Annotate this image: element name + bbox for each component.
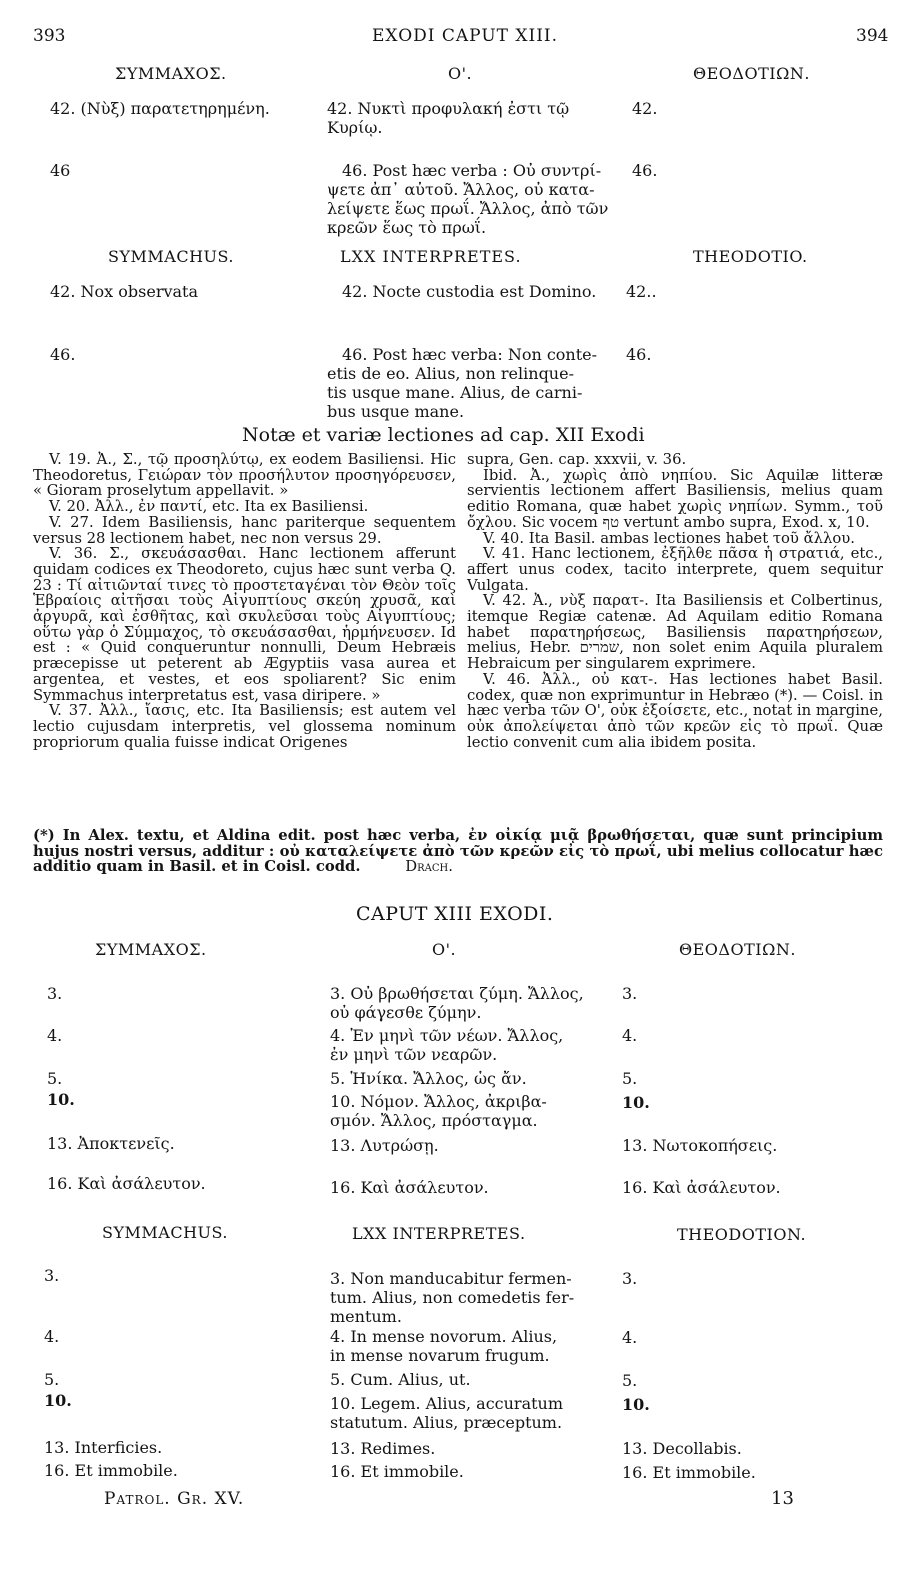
s2-sym-greek-16: 16. Καὶ ἀσάλευτον. <box>47 1174 206 1193</box>
s2-lxx-latin-5: 5. Cum. Alius, ut. <box>330 1370 471 1389</box>
s2-lxx-latin-13: 13. Redimes. <box>330 1439 436 1458</box>
s2-theo-latin-3: 3. <box>622 1269 638 1288</box>
s2-theo-greek-4: 4. <box>622 1026 638 1045</box>
lxx-greek-46-line4: κρεῶν ἕως τὸ πρωΐ. <box>327 218 487 237</box>
s2-theo-greek-13: 13. Νωτοκοπήσεις. <box>622 1136 778 1155</box>
s2-lxx-greek-4-line1: 4. Ἐν μηνὶ τῶν νέων. Ἄλλος, <box>330 1026 564 1045</box>
lxx-greek-46-line2: ψετε ἀπ᾽ αὐτοῦ. Ἄλλος, οὐ κατα- <box>327 180 595 199</box>
s2-theo-latin-4: 4. <box>622 1328 638 1347</box>
s2-theo-greek-16: 16. Καὶ ἀσάλευτον. <box>622 1178 781 1197</box>
heading2-symmachus-latin: SYMMACHUS. <box>102 1223 228 1242</box>
note-v41: V. 41. Hanc lectionem, ἐξῆλθε πᾶσα ἡ στρατιά, etc., affert unus codex, tacito interprete, quem sequitur Vulgata. <box>467 545 883 594</box>
note-v46: V. 46. Ἀλλ., οὐ κατ-. Has lectiones habet Basil. codex, quæ non exprimuntur in Hebræo (*). — Coisl. in hæc verba τῶν Ο', οὐκ ἐξοίσετε, etc., notat in margine, οὐκ ἀπολείψεται ἀπὸ τῶν κρεῶν εἰς τὸ πρωΐ. Quæ lectio convenit cum alia ibidem posita. <box>467 670 883 751</box>
lxx-latin-46-line3: tis usque mane. Alius, de carni- <box>327 383 583 402</box>
heading2-lxx-greek: Ο'. <box>432 940 457 959</box>
sym-latin-42: 42. Nox observata <box>50 282 199 301</box>
note-v36: V. 36. Σ., σκευάσασθαι. Hanc lectionem afferunt quidam codices ex Theodoreto, cujus hæc sunt verba Q. 23 : Τί αἰτιῶνταί τινες τὸ προστεταγέναι τὸν Θεὸν τοῖς Ἑβραίοις αἰτῆσαι τοὺς Αἰγυπτίους σκεύη χρυσᾶ, καὶ ἀργυρᾶ, καὶ ἐσθῆτας, καὶ σκυλεῦσαι τοὺς Αἰγυπτίους; οὕτω γὰρ ὁ Σύμμαχος, τὸ σκευάσασθαι, ἡρμήνευσεν. Id est : « Quid conqueruntur nonnulli, Deum Hebræis præcepisse ut peterent ab Ægyptiis vasa aurea et argentea, et vestes, et eos spoliarent? Sic enim Symmachus interpretatus est, vasa diripere. » <box>33 545 456 704</box>
s2-theo-latin-13: 13. Decollabis. <box>622 1439 742 1458</box>
s2-lxx-latin-3-line2: tum. Alius, non comedetis fer- <box>330 1288 575 1307</box>
lxx-greek-46-line3: λείψετε ἕως πρωΐ. Ἄλλος, ἀπὸ τῶν <box>327 199 609 218</box>
s2-lxx-latin-4-line1: 4. In mense novorum. Alius, <box>330 1327 558 1346</box>
theo-greek-46: 46. <box>632 161 658 180</box>
s2-theo-greek-5: 5. <box>622 1069 638 1088</box>
s2-lxx-latin-4-line2: in mense novarum frugum. <box>330 1346 550 1365</box>
s2-lxx-latin-3-line1: 3. Non manducabitur fermen- <box>330 1269 572 1288</box>
theo-greek-42: 42. <box>632 99 658 118</box>
lxx-greek-42-line2: Κυρίῳ. <box>327 118 383 137</box>
s2-sym-greek-3: 3. <box>47 984 63 1003</box>
s2-lxx-greek-3-line1: 3. Οὐ βρωθήσεται ζύμη. Ἄλλος, <box>330 984 584 1003</box>
lxx-latin-42: 42. Nocte custodia est Domino. <box>342 282 597 301</box>
s2-theo-latin-16: 16. Et immobile. <box>622 1463 756 1482</box>
s2-theo-greek-10: 10. <box>622 1093 650 1112</box>
s2-sym-greek-13: 13. Ἀποκτενεῖς. <box>47 1134 175 1153</box>
note-v19: V. 19. Ἀ., Σ., τῷ προσηλύτῳ, ex eodem Basiliensi. Hic Theodoretus, Γειώραν τὸν προσήλυτον προσηγόρευσεν, « Gioram proselytum appellavit. » <box>33 451 456 500</box>
heading-lxx-latin: LXX INTERPRETES. <box>340 247 522 266</box>
s2-sym-latin-3: 3. <box>44 1266 60 1285</box>
s2-lxx-latin-10-line1: 10. Legem. Alius, accuratum <box>330 1394 564 1413</box>
s2-lxx-greek-10-line1: 10. Νόμον. Ἄλλος, ἀκριβα- <box>330 1092 547 1111</box>
s2-lxx-greek-3-line2: οὐ φάγεσθε ζύμην. <box>330 1003 482 1022</box>
s2-lxx-greek-5: 5. Ἡνίκα. Ἄλλος, ὡς ἄν. <box>330 1069 527 1088</box>
s2-theo-greek-3: 3. <box>622 984 638 1003</box>
s2-sym-latin-10: 10. <box>44 1391 72 1410</box>
note-v37: V. 37. Ἀλλ., ἴασις, etc. Ita Basiliensis; est autem vel lectio cujusdam interpretis, vel glossema nominum propriorum qualia fuisse indicat Origenes <box>33 702 456 751</box>
s2-theo-latin-10: 10. <box>622 1395 650 1414</box>
heading-symmachus-greek: ΣΥΜΜΑΧΟΣ. <box>115 64 227 83</box>
footnote <box>33 828 883 875</box>
footer-signature: Patrol. Gr. XV. <box>104 1489 245 1509</box>
sym-greek-46: 46 <box>50 161 71 180</box>
page-number-left: 393 <box>33 26 66 46</box>
note-supra: supra, Gen. cap. xxxvii, v. 36. <box>467 451 687 468</box>
s2-sym-latin-16: 16. Et immobile. <box>44 1461 178 1480</box>
heading2-lxx-latin: LXX INTERPRETES. <box>352 1224 526 1243</box>
s2-sym-greek-4: 4. <box>47 1026 63 1045</box>
s2-sym-greek-10: 10. <box>47 1090 75 1109</box>
note-ibid: Ibid. Ἀ., χωρὶς ἀπὸ νηπίου. Sic Aquilæ litteræ servientis lectionem affert Basiliensis, melius quam editio Romana, quæ habet χωρὶς νηπίων. Symm., τοῦ ὄχλου. Sic vocem טף vertunt ambo supra, Exod. x, 10. <box>467 466 883 531</box>
note-v27: V. 27. Idem Basiliensis, hanc pariterque sequentem versus 28 lectionem habet, nec non versus 29. <box>33 513 456 547</box>
s2-theo-latin-5: 5. <box>622 1371 638 1390</box>
heading2-theodotion-latin: THEODOTION. <box>677 1225 807 1244</box>
s2-sym-latin-4: 4. <box>44 1327 60 1346</box>
lxx-latin-46-line2: etis de eo. Alius, non relinque- <box>327 364 574 383</box>
heading2-symmachus-greek: ΣΥΜΜΑΧΟΣ. <box>95 940 207 959</box>
s2-sym-greek-5: 5. <box>47 1069 63 1088</box>
notes-title: Notæ et variæ lectiones ad cap. XII Exodi <box>242 424 645 446</box>
notes-right-column <box>467 452 883 750</box>
sym-latin-46: 46. <box>50 345 76 364</box>
lxx-latin-46-line4: bus usque mane. <box>327 402 465 421</box>
heading-lxx-greek: Ο'. <box>448 64 473 83</box>
s2-lxx-greek-10-line2: σμόν. Ἄλλος, πρόσταγμα. <box>330 1111 538 1130</box>
caput-title: CAPUT XIII EXODI. <box>356 903 554 925</box>
sym-greek-42: 42. (Νὺξ) παρατετηρημένη. <box>50 99 270 118</box>
s2-lxx-latin-10-line2: statutum. Alius, præceptum. <box>330 1413 563 1432</box>
lxx-greek-42-line1: 42. Νυκτὶ προφυλακή ἐστι τῷ <box>327 99 570 118</box>
note-v40: V. 40. Ita Basil. ambas lectiones habet τοῦ ἄλλου. <box>483 529 855 547</box>
running-title: EXODI CAPUT XIII. <box>372 26 559 46</box>
footnote-signature: Drach. <box>405 858 453 876</box>
footnote-text: (*) In Alex. textu, et Aldina edit. post hæc verba, ἐν οἰκίᾳ μιᾷ βρωθήσεται, quæ sunt principium hujus nostri versus, additur : οὐ καταλείψετε ἀπὸ τῶν κρεῶν εἰς τὸ πρωΐ, ubi melius collocatur hæc additio quam in Basil. et in Coisl. codd. <box>33 827 883 876</box>
note-v42: V. 42. Ἀ., νὺξ παρατ-. Ita Basiliensis et Colbertinus, itemque Regiæ catenæ. Ad Aquilam editio Romana habet παρατηρήσεως, Basiliensis παρατηρήσεων, melius, Hebr. שמרים, non solet enim Aquila pluralem Hebraicum per singularem exprimere. <box>467 592 883 673</box>
s2-lxx-greek-13: 13. Λυτρώσῃ. <box>330 1136 439 1155</box>
heading2-theodotion-greek: ΘΕΟΔΟΤΙΩΝ. <box>679 940 796 959</box>
page-number-right: 394 <box>856 26 889 46</box>
heading-symmachus-latin: SYMMACHUS. <box>108 247 234 266</box>
theo-latin-46: 46. <box>626 345 652 364</box>
s2-lxx-greek-16: 16. Καὶ ἀσάλευτον. <box>330 1178 489 1197</box>
s2-sym-latin-13: 13. Interficies. <box>44 1438 163 1457</box>
lxx-latin-46-line1: 46. Post hæc verba: Non conte- <box>342 345 598 364</box>
heading-theodotio-latin: THEODOTIO. <box>693 247 808 266</box>
note-v20: V. 20. Ἀλλ., ἐν παντί, etc. Ita ex Basiliensi. <box>49 498 369 516</box>
notes-left-column <box>33 452 456 750</box>
s2-lxx-latin-3-line3: mentum. <box>330 1307 402 1326</box>
footer-number: 13 <box>771 1488 794 1509</box>
theo-latin-42: 42.. <box>626 282 657 301</box>
heading-theodotion-greek: ΘΕΟΔΟΤΙΩΝ. <box>693 64 810 83</box>
s2-lxx-greek-4-line2: ἐν μηνὶ τῶν νεαρῶν. <box>330 1045 498 1064</box>
lxx-greek-46-line1: 46. Post hæc verba : Οὐ συντρί- <box>342 161 602 180</box>
s2-sym-latin-5: 5. <box>44 1370 60 1389</box>
s2-lxx-latin-16: 16. Et immobile. <box>330 1462 464 1481</box>
